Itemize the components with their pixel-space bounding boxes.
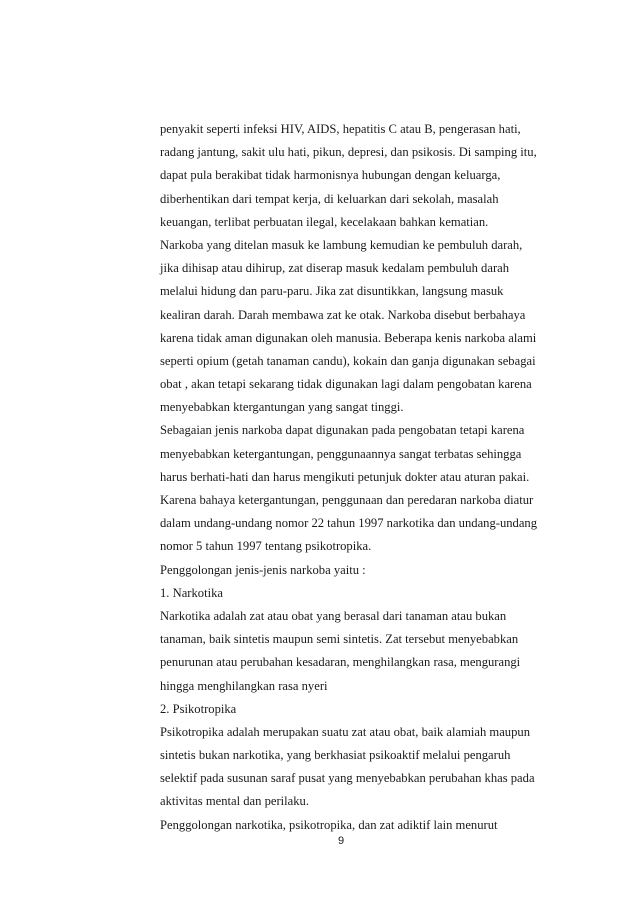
text-line: tanaman, baik sintetis maupun semi sintetis. Zat tersebut menyebabkan xyxy=(160,632,519,647)
text-line: menyebabkan ktergantungan yang sangat tinggi. xyxy=(160,400,404,415)
text-line: Narkotika adalah zat atau obat yang berasal dari tanaman atau bukan xyxy=(160,608,507,623)
text-line: penyakit seperti infeksi HIV, AIDS, hepatitis C atau B, pengerasan hati, xyxy=(160,122,521,136)
text-line: Narkoba yang ditelan masuk ke lambung kemudian ke pembuluh darah, xyxy=(160,237,523,252)
body-text xyxy=(160,118,560,837)
text-line: Penggolongan narkotika, psikotropika, dan zat adiktif lain menurut xyxy=(160,817,498,832)
text-line: dapat pula berakibat tidak harmonisnya hubungan dengan keluarga, xyxy=(160,168,501,183)
text-line: melalui hidung dan paru-paru. Jika zat disuntikkan, langsung masuk xyxy=(160,284,504,299)
text-line: dalam undang-undang nomor 22 tahun 1997 narkotika dan undang-undang xyxy=(160,516,538,531)
text-line: nomor 5 tahun 1997 tentang psikotropika. xyxy=(160,539,372,554)
text-line: Karena bahaya ketergantungan, penggunaan dan peredaran narkoba diatur xyxy=(160,493,534,507)
text-line: keuangan, terlibat perbuatan ilegal, kecelakaan bahkan kematian. xyxy=(160,214,489,229)
text-line: hingga menghilangkan rasa nyeri xyxy=(160,678,328,693)
text-line: selektif pada susunan saraf pusat yang menyebabkan perubahan khas pada xyxy=(160,771,535,786)
section-heading-psikotropika: 2. Psikotropika xyxy=(160,701,237,716)
text-line: obat , akan tetapi sekarang tidak digunakan lagi dalam pengobatan karena xyxy=(160,377,532,392)
text-line: Penggolongan jenis-jenis narkoba yaitu : xyxy=(160,562,366,577)
section-heading-narkotika: 1. Narkotika xyxy=(160,585,223,600)
page-number: 9 xyxy=(337,835,345,847)
text-line: seperti opium (getah tanaman candu), kokain dan ganja digunakan sebagai xyxy=(160,353,536,368)
text-line: menyebabkan ketergantungan, penggunaannya sangat terbatas sehingga xyxy=(160,446,522,461)
text-line: jika dihisap atau dihirup, zat diserap masuk kedalam pembuluh darah xyxy=(160,261,510,276)
text-line: Psikotropika adalah merupakan suatu zat atau obat, baik alamiah maupun xyxy=(160,724,530,739)
text-line: kealiran darah. Darah membawa zat ke otak. Narkoba disebut berbahaya xyxy=(160,307,526,322)
text-line: penurunan atau perubahan kesadaran, menghilangkan rasa, mengurangi xyxy=(160,655,521,670)
text-line: radang jantung, sakit ulu hati, pikun, depresi, dan psikosis. Di samping itu, xyxy=(160,145,537,160)
text-line: harus berhati-hati dan harus mengikuti petunjuk dokter atau aturan pakai. xyxy=(160,469,530,484)
text-line: aktivitas mental dan perilaku. xyxy=(160,794,309,809)
text-line: Sebagaian jenis narkoba dapat digunakan pada pengobatan tetapi karena xyxy=(160,423,525,438)
text-line: diberhentikan dari tempat kerja, di keluarkan dari sekolah, masalah xyxy=(160,191,499,206)
text-line: sintetis bukan narkotika, yang berkhasiat psikoaktif melalui pengaruh xyxy=(160,748,511,763)
text-line: karena tidak aman digunakan oleh manusia. Beberapa kenis narkoba alami xyxy=(160,330,537,345)
